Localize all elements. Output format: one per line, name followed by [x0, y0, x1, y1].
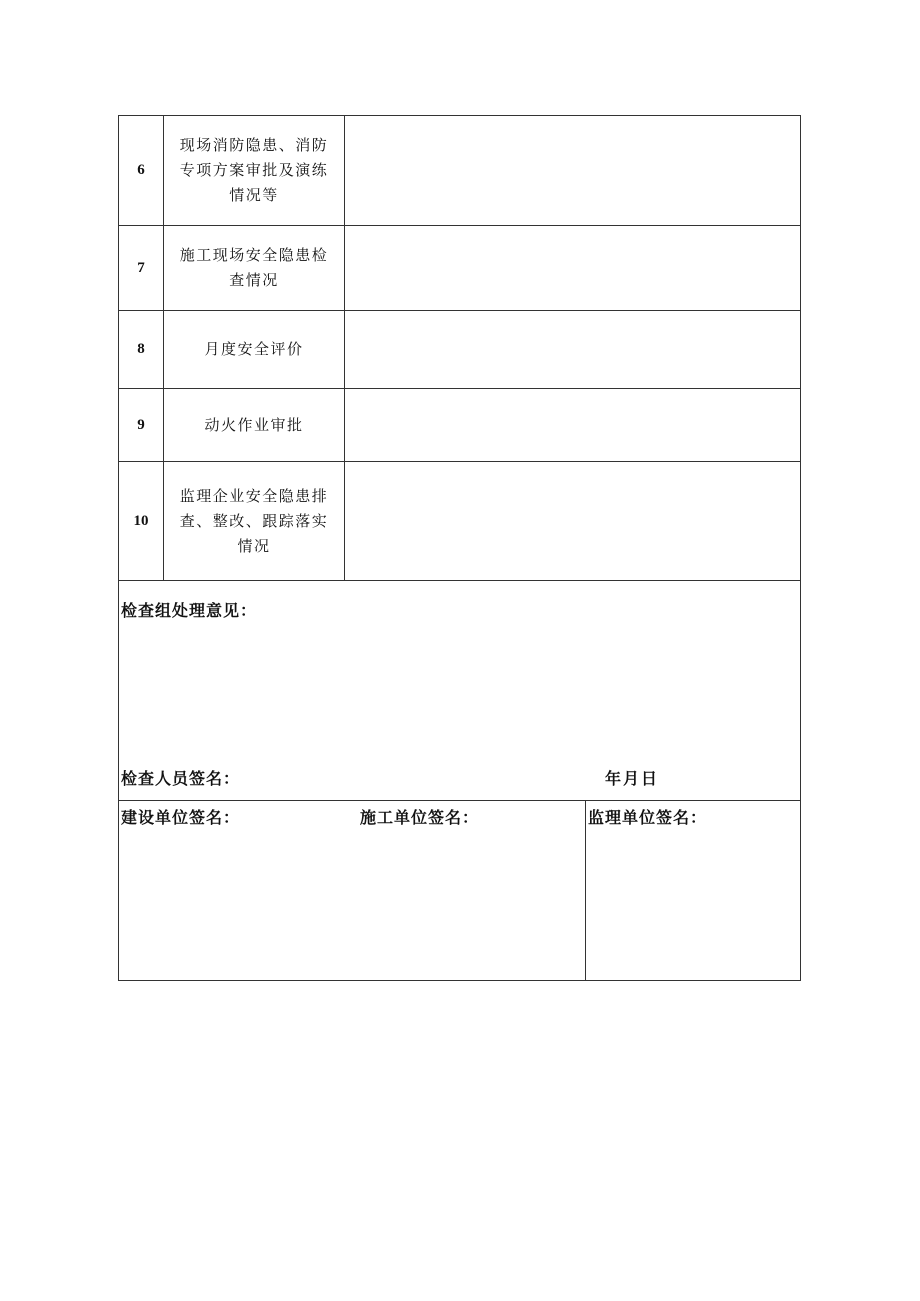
opinion-section[interactable] — [119, 581, 800, 801]
row-item — [164, 462, 345, 580]
row-item-line: 查、整改、跟踪落实 — [179, 511, 329, 530]
table-row — [119, 116, 800, 226]
inspector-signature-label: 检查人员签名： — [121, 769, 241, 788]
row-item-line: 专项方案审批及演练 — [179, 161, 329, 179]
date-label: 年月日 — [605, 769, 660, 788]
row-content-cell[interactable] — [345, 389, 800, 461]
table-row — [119, 389, 800, 462]
row-item-line: 情况 — [237, 536, 271, 555]
table-row — [119, 311, 800, 389]
row-content-cell[interactable] — [345, 462, 800, 580]
row-item — [164, 116, 345, 225]
row-item-line: 施工现场安全隐患检 — [179, 246, 329, 264]
row-content-cell[interactable] — [345, 116, 800, 225]
row-item-line: 动火作业审批 — [204, 415, 304, 434]
row-number: 7 — [119, 226, 164, 310]
owner-signature-label: 建设单位签名： — [121, 808, 241, 827]
inspection-table — [118, 115, 801, 981]
signature-section — [119, 801, 800, 980]
table-row — [119, 226, 800, 311]
row-item-line: 查情况 — [229, 271, 279, 289]
table-row — [119, 462, 800, 581]
row-item — [164, 226, 345, 310]
row-item-line: 监理企业安全隐患排 — [179, 486, 329, 505]
row-content-cell[interactable] — [345, 311, 800, 388]
row-number: 8 — [119, 311, 164, 388]
opinion-label: 检查组处理意见： — [121, 601, 258, 620]
row-item-line: 现场消防隐患、消防 — [179, 136, 329, 154]
contractor-signature-label: 施工单位签名： — [360, 808, 480, 827]
row-item-line: 情况等 — [229, 186, 279, 204]
row-number: 9 — [119, 389, 164, 461]
signature-divider — [585, 801, 586, 980]
row-content-cell[interactable] — [345, 226, 800, 310]
supervisor-signature-label: 监理单位签名： — [588, 808, 708, 827]
row-item — [164, 311, 345, 388]
row-item — [164, 389, 345, 461]
row-number: 6 — [119, 116, 164, 225]
row-number: 10 — [119, 462, 164, 580]
row-item-line: 月度安全评价 — [204, 340, 304, 358]
